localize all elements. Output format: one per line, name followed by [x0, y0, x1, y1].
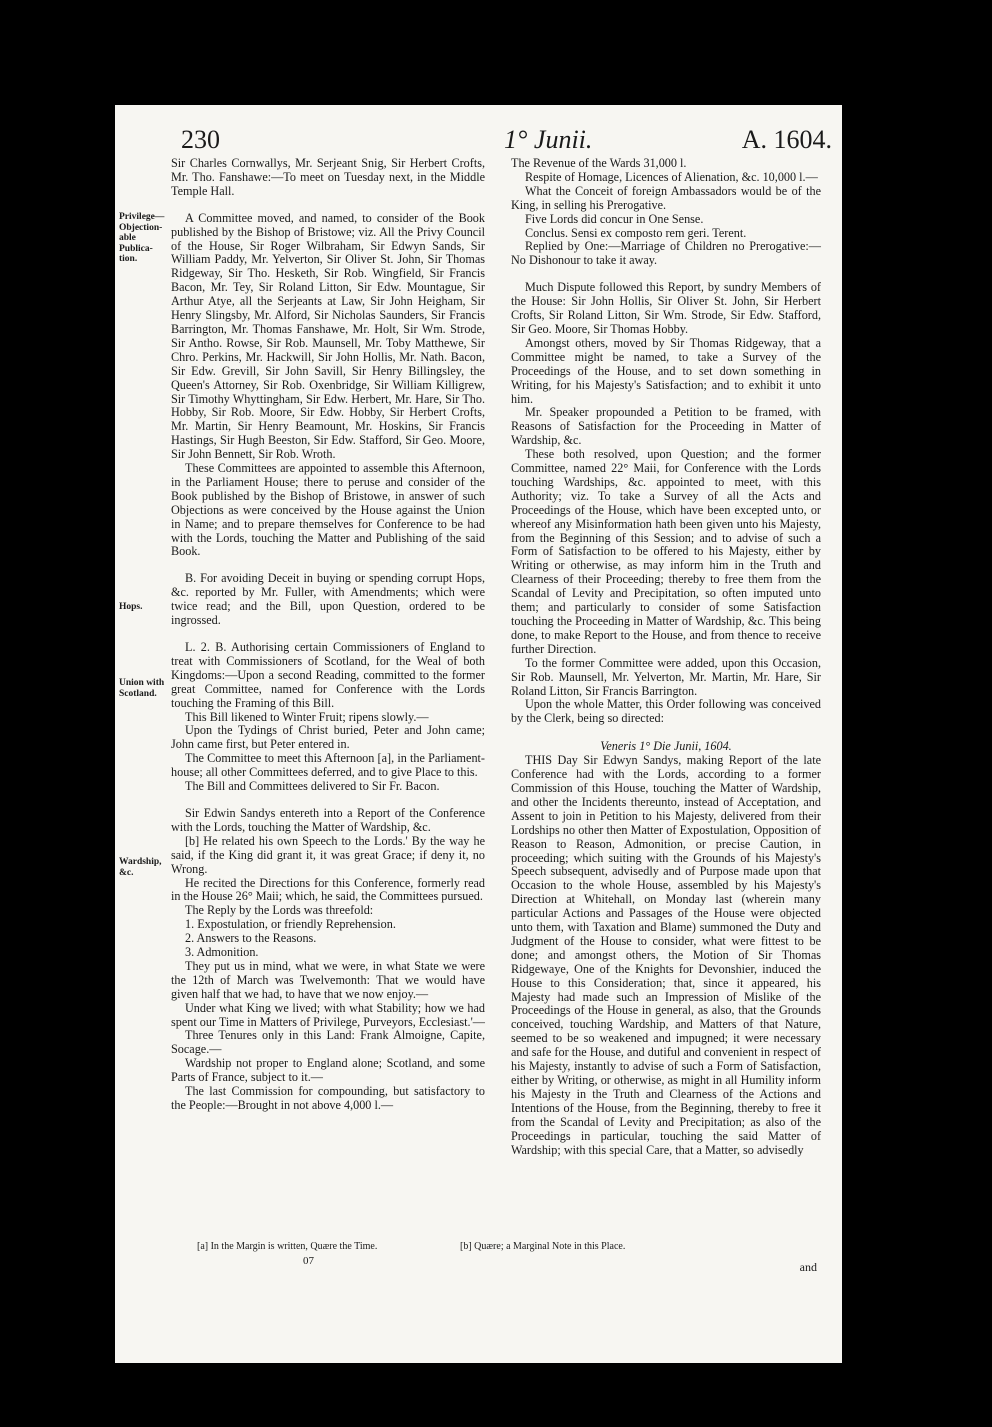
paragraph: They put us in mind, what we were, in what State we were the 12th of March was Twelvemonth: That we would have given half that we had, to have that we now enjoy.— — [171, 958, 485, 1001]
header-date: 1° Junii. — [504, 125, 593, 154]
paragraph: B. For avoiding Deceit in buying or spending corrupt Hops, &c. reported by Mr. Fuller, with Amendments; which were twice read; and the Bill, upon Question, ordered to be ingrossed. — [171, 571, 485, 628]
paragraph: He recited the Directions for this Conference, formerly read in the House 26° Maii; which, he said, the Committees pursued. — [171, 875, 485, 904]
paragraph: These both resolved, upon Question; and the former Committee, named 22° Maii, for Conference with the Lords touching Wardships, &c. appointed to meet, with this Authority; viz. To take a Survey of all the Acts and Proceedings of the House, which have been excepted unto, or whereof any Misinformation hath been given unto his Majesty, from the Beginning of this Session; and to advise of such a Form of Satisfaction to be offered to his Majesty, either by Writing or otherwise, as may inform him in the Truth and Clearness of their Proceeding; thereby to free them from the Scandal of Levity and Precipitation, so often imputed unto them; and particularly to consider of some Satisfaction touching the Proceeding in Matter of Wardship, &c. This being done, to make Report to the House, and from thence to receive further Direction. — [511, 447, 821, 656]
paragraph: [b] He related his own Speech to the Lords.' By the way he said, if the King did grant it, it was great Grace; if deny it, no Wrong. — [171, 833, 485, 876]
dated-heading: Veneris 1° Die Junii, 1604. — [600, 739, 732, 754]
left-column — [171, 157, 485, 1113]
paragraph: Sir Charles Cornwallys, Mr. Serjeant Snig, Sir Herbert Crofts, Mr. Tho. Fanshawe:—To meet on Tuesday next, in the Middle Temple Hall. — [171, 156, 485, 198]
paragraph: Five Lords did concur in One Sense. — [525, 211, 704, 226]
margin-note-union: Union with Scotland. — [119, 678, 165, 699]
paragraph: Respite of Homage, Licences of Alienation, &c. 10,000 l.— — [525, 169, 818, 184]
signature-mark: 07 — [303, 1255, 314, 1267]
margin-note-wardship: Wardship, &c. — [119, 857, 162, 878]
paragraph: L. 2. B. Authorising certain Commissioners of England to treat with Commissioners of Scotland, for the Weal of both Kingdoms:—Upon a second Reading, committed to the former great Committee, named for Conference with the Lords touching the Framing of this Bill. — [171, 640, 485, 710]
margin-note-privilege: Privilege— Objection- able Publica- tion. — [119, 212, 165, 264]
paragraph: This Bill likened to Winter Fruit; ripens slowly.— — [185, 709, 429, 724]
paragraph: Wardship not proper to England alone; Scotland, and some Parts of France, subject to it.— — [171, 1056, 485, 1085]
paragraph: Upon the whole Matter, this Order following was conceived by the Clerk, being so directed: — [511, 697, 821, 726]
footnote-b: [b] Quære; a Marginal Note in this Place. — [460, 1241, 626, 1252]
paragraph: Upon the Tydings of Christ buried, Peter and John came; John came first, but Peter entered in. — [171, 723, 485, 752]
list-item: 1. Expostulation, or friendly Reprehension. — [185, 917, 396, 932]
footnote-a: [a] In the Margin is written, Quære the Time. — [197, 1241, 378, 1252]
list-item: 2. Answers to the Reasons. — [185, 931, 317, 946]
margin-note-hops: Hops. — [119, 602, 143, 612]
right-column — [511, 157, 821, 1157]
paragraph: The Committee to meet this Afternoon [a], in the Parliament-house; all other Committees deferred, and to give Place to this. — [171, 751, 485, 780]
paragraph: The Bill and Committees delivered to Sir Fr. Bacon. — [185, 779, 440, 794]
paragraph: Conclus. Sensi ex composto rem geri. Terent. — [525, 225, 747, 240]
paragraph: Much Dispute followed this Report, by sundry Members of the House: Sir John Hollis, Sir Oliver St. John, Sir Herbert Crofts, Sir Roland Litton, Sir Wm. Strode, Sir Edw. Stafford, Sir Geo. Moore, Sir Thomas Hobby. — [511, 280, 821, 336]
paragraph: To the former Committee were added, upon this Occasion, Sir Rob. Maunsell, Mr. Yelverton, Mr. Martin, Mr. Hare, Sir Roland Litton, Sir Francis Barrington. — [511, 655, 821, 698]
paragraph: Mr. Speaker propounded a Petition to be framed, with Reasons of Satisfaction for the Proceeding in Matter of Wardship, &c. — [511, 405, 821, 448]
paragraph: Amongst others, moved by Sir Thomas Ridgeway, that a Committee might be named, to take a Survey of the Proceedings of the House, and to set down something in Writing, for his Majesty's Satisfaction; and to exhibit it unto him. — [511, 335, 821, 406]
paragraph: The Reply by the Lords was threefold: — [185, 903, 374, 918]
paragraph: THIS Day Sir Edwyn Sandys, making Report of the late Conference had with the Lords, according to a former Commission of this House, touching the Matter of Wardship, and other the Incidents thereunto, instead of Acceptation, and Assent to join in Petition to his Majesty, delivered from their Lordships no other then Matter of Expostulation, Opposition of Reason to Reason, Admonition, or precise Caution, in proceeding; which suiting with the Grounds of his Majesty's Speech subsequent, advisedly and of Purpose made upon that Occasion to the whole House, assembled by his Majesty's Direction at Whitehall, on Monday last (wherein many particular Actions and Passages of the House were objected unto them, with Taxation and Blame) summoned the Duty and Judgment of the House to consider, what were fittest to be done; and amongst others, the Motion of Sir Thomas Ridgewaye, One of the Knights for Devonshier, induced the House to this Consideration; that, since it appeared, his Majesty had made such an Impression of Mislike of the Proceedings of the House in general, as also, that the Grounds conceived, touching Wardship, and Matters of that Nature, seemed to be so weakened and impugned; it were necessary and safe for the House, and dutiful and convenient in respect of his Majesty, instantly to advise of such a Form of Satisfaction, either by Writing, or otherwise, as might in all Humility inform his Majesty in the Truth and Clearness of the Actions and Intentions of the House, from the Beginning, thereby to free it from the Scandal of Levity and Precipitation; as also of the Proceedings in particular, touching the said Matter of Wardship; with this special Care, that a Matter, so advisedly — [511, 753, 821, 1157]
paragraph: Under what King we lived; with what Stability; how we had spent our Time in Matters of Privilege, Purveyors, Ecclesiast.'— — [171, 1000, 485, 1029]
paragraph: Sir Edwin Sandys entereth into a Report of the Conference with the Lords, touching the Matter of Wardship, &c. — [171, 805, 485, 834]
list-item: 3. Admonition. — [185, 945, 259, 960]
paragraph: These Committees are appointed to assemble this Afternoon, in the Parliament House; there to peruse and consider of the Book published by the Bishop of Bristowe, in answer of such Objections as were conceived by the House against the Union in Name; and to prepare themselves for Conference to be had with the Lords, touching the Matter and Publishing of the said Book. — [171, 461, 485, 559]
paragraph: A Committee moved, and named, to consider of the Book published by the Bishop of Bristowe; viz. All the Privy Council of the House, Sir Roger Wilbraham, Sir Edwyn Sands, Sir William Paddy, Mr. Yelverton, Sir Oliver St. John, Sir Thomas Ridgeway, Sir Tho. Hesketh, Sir Rob. Wingfield, Sir Francis Bacon, Mr. Tey, Sir Roland Litton, Sir Edw. Mountague, Sir Arthur Atye, all the Serjeants at Law, Sir John Heigham, Sir Henry Slingsby, Mr. Alford, Sir Nicholas Saunders, Sir Francis Barrington, Mr. Thomas Fanshawe, Mr. Holt, Sir Wm. Strode, Sir Antho. Rowse, Sir Rob. Maunsell, Mr. Toby Matthewe, Sir Chro. Perkins, Mr. Hackwill, Sir John Hollis, Mr. Nath. Bacon, Sir Edw. Grevill, Sir John Savill, Sir Henry Billingsley, the Queen's Attorney, Sir Rob. Oxenbridge, Sir William Killigrew, Sir Timothy Whyttingham, Sir Edw. Herbert, Mr. Hare, Sir Tho. Hobby, Sir Rob. Moore, Sir Edw. Hobby, Sir Herbert Crofts, Mr. Martin, Sir Henry Beamount, Mr. Hoskins, Sir Francis Hastings, Sir Hugh Beeston, Sir Edw. Stafford, Sir Geo. Moore, Sir John Bennett, Sir Rob. Wroth. — [171, 210, 485, 462]
paragraph: The Revenue of the Wards 31,000 l. — [511, 156, 687, 170]
header-year: A. 1604. — [741, 125, 832, 154]
paragraph: Three Tenures only in this Land: Frank Almoigne, Capite, Socage.— — [171, 1028, 485, 1057]
catchword: and — [799, 1260, 817, 1274]
document-page — [115, 105, 842, 1363]
paragraph: What the Conceit of foreign Ambassadors would be of the King, in selling his Prerogative. — [511, 183, 821, 212]
page-number: 230 — [181, 125, 220, 154]
paragraph: Replied by One:—Marriage of Children no Prerogative:—No Dishonour to take it away. — [511, 239, 821, 268]
paragraph: The last Commission for compounding, but satisfactory to the People:—Brought in not above 4,000 l.— — [171, 1084, 485, 1112]
